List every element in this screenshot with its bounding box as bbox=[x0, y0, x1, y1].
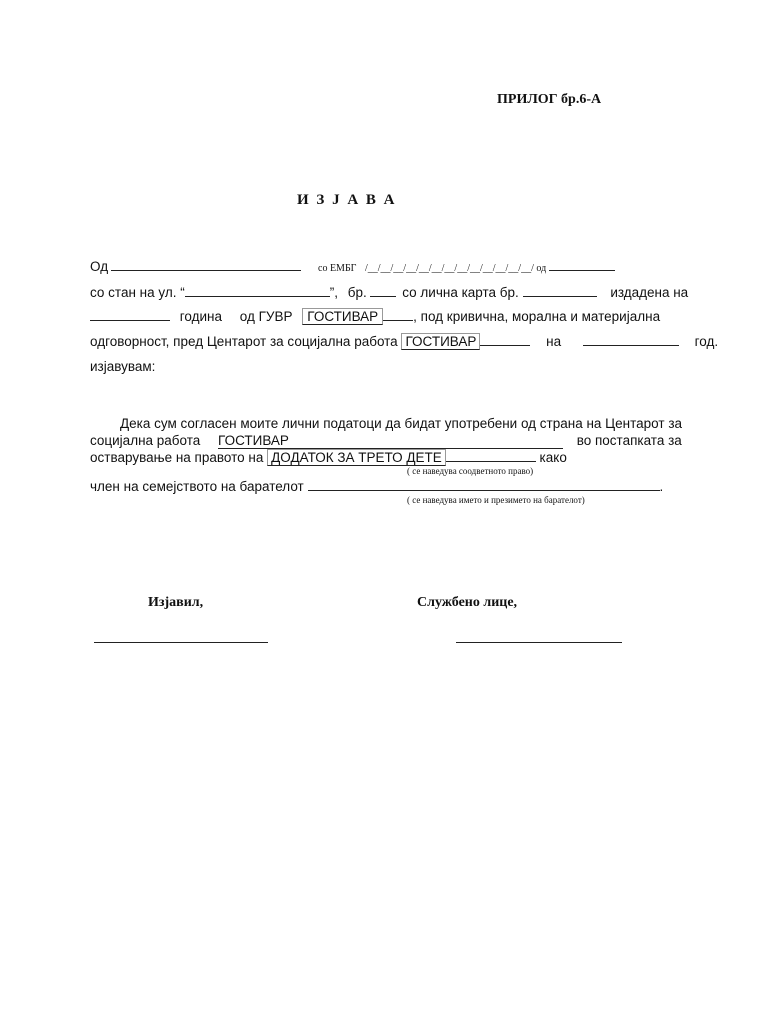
consent-line3 bbox=[90, 450, 567, 465]
center-value: ГОСТИВАР bbox=[405, 334, 477, 349]
form-line-address bbox=[90, 285, 688, 300]
official-signature-line[interactable] bbox=[456, 642, 622, 643]
consent-line3-prefix: остварување на правото на bbox=[90, 450, 264, 465]
id-card-blank[interactable] bbox=[523, 285, 597, 297]
liability-text: , под кривична, морална и материјална bbox=[413, 309, 661, 324]
form-line-year bbox=[90, 309, 660, 324]
page-title: И З Ј А В А bbox=[297, 192, 397, 208]
consent-line1: Дека сум согласен моите лични податоци да бидат употребени од страна на Центарот за bbox=[120, 416, 683, 431]
official-label: Службено лице, bbox=[417, 595, 518, 610]
consent-line2-suffix: во постапката за bbox=[576, 433, 682, 448]
claimant-name-blank[interactable] bbox=[308, 479, 660, 491]
consent-line4-prefix: член на семејството на барателот bbox=[90, 479, 304, 494]
number-label: бр. bbox=[347, 285, 367, 300]
right-blank bbox=[446, 450, 536, 462]
number-blank[interactable] bbox=[370, 285, 396, 297]
issue-date-blank[interactable] bbox=[90, 309, 170, 321]
consent-center-value: ГОСТИВАР bbox=[218, 433, 289, 448]
embg-slots[interactable]: /__/__/__/__/__/__/__/__/__/__/__/__/__/ bbox=[364, 263, 534, 274]
date-blank[interactable] bbox=[583, 334, 679, 346]
from2-label: од bbox=[536, 263, 547, 274]
right-field[interactable] bbox=[267, 449, 446, 466]
consent-line4-end: . bbox=[659, 479, 664, 494]
street-blank[interactable] bbox=[185, 285, 330, 297]
address-prefix: со стан на ул. “ bbox=[90, 285, 185, 300]
from-gvr-label: од ГУВР bbox=[239, 309, 293, 324]
gvr-blank bbox=[383, 309, 413, 321]
consent-center-field[interactable] bbox=[218, 433, 563, 449]
gvr-value: ГОСТИВАР bbox=[307, 309, 379, 324]
gvr-field[interactable] bbox=[302, 308, 383, 325]
consent-line4 bbox=[90, 479, 663, 494]
name-hint: ( се наведува името и презимето на барателот) bbox=[407, 495, 585, 505]
embg-group bbox=[318, 262, 615, 274]
right-hint: ( се наведува соодветното право) bbox=[407, 466, 534, 476]
from-label: Од bbox=[90, 259, 109, 274]
declare-label: изјавувам: bbox=[90, 359, 156, 374]
embg-label: со ЕМБГ bbox=[318, 263, 357, 274]
center-blank bbox=[480, 334, 530, 346]
consent-line2-prefix: социјална работа bbox=[90, 433, 201, 448]
consent-line2 bbox=[90, 433, 682, 448]
liability-text2: одговорност, пред Центарот за социјална работа bbox=[90, 334, 398, 349]
on-label: на bbox=[546, 334, 562, 349]
name-blank[interactable] bbox=[111, 259, 301, 271]
issued-label: издадена на bbox=[610, 285, 689, 300]
consent-line3-suffix: како bbox=[539, 450, 567, 465]
from2-blank[interactable] bbox=[549, 262, 615, 271]
address-suffix: ”, bbox=[329, 285, 338, 300]
center-field[interactable] bbox=[401, 333, 480, 350]
id-card-label: со лична карта бр. bbox=[402, 285, 519, 300]
year-label: година bbox=[179, 309, 222, 324]
declarant-signature-line[interactable] bbox=[94, 642, 268, 643]
right-value: ДОДАТОК ЗА ТРЕТО ДЕТЕ bbox=[271, 450, 442, 465]
annex-label: ПРИЛОГ бр.6-А bbox=[497, 92, 602, 107]
declarant-label: Изјавил, bbox=[148, 595, 204, 610]
form-line-center bbox=[90, 334, 718, 349]
god-label: год. bbox=[694, 334, 719, 349]
form-line-from bbox=[90, 259, 301, 275]
